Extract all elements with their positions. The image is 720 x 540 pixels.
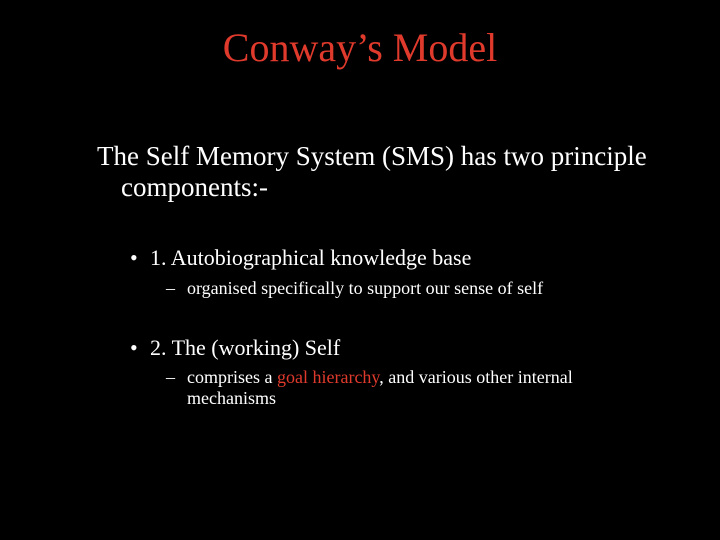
bullet-2-sub-after: , and various other internal mechanisms — [187, 367, 573, 408]
bullet-1-sub-text: organised specifically to support our sense of self — [187, 278, 544, 298]
intro-text: The Self Memory System (SMS) has two principle components:- — [97, 141, 647, 202]
bullet-marker: • — [130, 335, 138, 360]
bullet-1-sub — [166, 278, 657, 299]
bullet-2-label: 2. The (working) Self — [150, 335, 341, 360]
goal-hierarchy-highlight: goal hierarchy — [276, 367, 380, 387]
bullet-1 — [130, 245, 650, 271]
bullet-2 — [130, 335, 650, 361]
dash-marker: – — [166, 278, 175, 298]
slide-title: Conway’s Model — [222, 25, 498, 70]
dash-marker: – — [166, 367, 175, 387]
bullet-2-sub-before: comprises a — [187, 367, 277, 387]
bullet-1-label: 1. Autobiographical knowledge base — [150, 245, 472, 270]
bullet-2-sub — [166, 367, 657, 409]
bullet-marker: • — [130, 245, 138, 270]
